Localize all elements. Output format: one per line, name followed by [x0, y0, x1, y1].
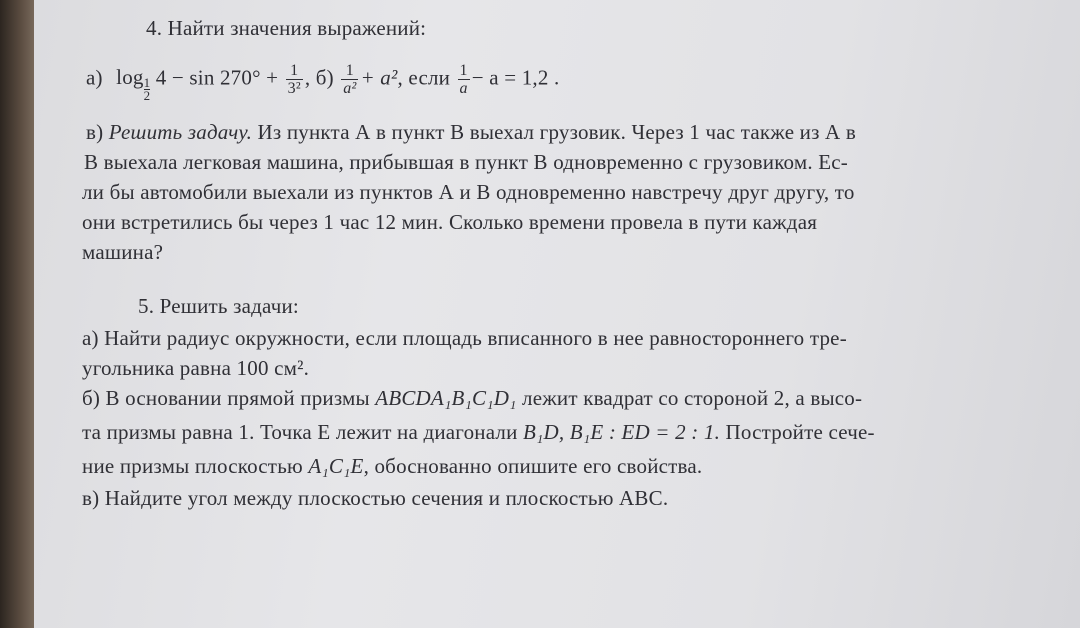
task5-b-line2 [82, 420, 875, 445]
task4-a-line [86, 62, 559, 102]
task5-b-formula: B₁D, B₁E : ED = 2 : 1. [523, 420, 721, 444]
task5-a-line2: угольника равна 100 см². [82, 356, 310, 380]
task4-v-line5: машина? [82, 240, 164, 264]
task4-v-line2: В выехала легковая машина, прибывшая в пункт В одновременно с грузовиком. Ес- [84, 150, 848, 174]
task4-a-rest: 4 − sin 270° + [155, 65, 279, 90]
task4-v-line4: они встретились бы через 1 час 12 мин. Сколько времени провела в пути каждая [82, 210, 818, 234]
task4-cond-rest: − a = 1,2 . [471, 65, 560, 90]
task5-b-plane: A₁C₁E [308, 454, 364, 478]
task4-v-line3: ли бы автомобили выехали из пунктов А и В одновременно навстречу друг другу, то [82, 180, 855, 204]
task5-b-prism: ABCDA₁B₁C₁D₁ [375, 386, 517, 410]
task4-b-fraction: $\frac{1}{\text{a²}}$ [343, 62, 357, 97]
task4-a-fraction: $\frac{1}{\text{3²}}$ [287, 62, 301, 97]
task4-v-label: в) [86, 120, 104, 144]
task4-v-text1: Из пункта А в пункт В выехал грузовик. Через 1 час также из А в [252, 120, 856, 144]
task5-b-text1: б) В основании прямой призмы [82, 386, 370, 410]
task4-a-log-base: $\frac{1}{2}$ [143, 75, 151, 104]
background-shadow [0, 0, 34, 628]
task4-v-line1 [86, 120, 856, 145]
task5-b-line3 [82, 454, 702, 479]
task4-cond-fraction: $\frac{1}{a}$ [459, 62, 468, 97]
task5-b-text3: ние призмы плоскостью [82, 454, 303, 478]
task4-title: 4. Найти значения выражений: [146, 16, 427, 40]
task5-b-text2: та призмы равна 1. Точка Е лежит на диагонали [82, 420, 518, 444]
task5-v-line: в) Найдите угол между плоскостью сечения и плоскостью АВС. [82, 486, 669, 510]
paper-sheet [34, 0, 1080, 628]
task5-b-line1 [82, 386, 862, 411]
task4-v-italic: Решить задачу. [108, 120, 253, 144]
task4-a-log: log [116, 65, 144, 90]
task5-b-text1-post: лежит квадрат со стороной 2, а высо- [522, 386, 863, 410]
task4-b-plus: + a² [360, 65, 398, 90]
task5-b-text3-post: , обоснованно опишите его свойства. [363, 454, 703, 478]
task4-b-label: , б) [304, 65, 334, 90]
task5-a-line1: а) Найти радиус окружности, если площадь вписанного в нее равностороннего тре- [82, 326, 847, 350]
task4-a-label: а) [86, 65, 103, 90]
task5-b-text2-post: Постройте сече- [725, 420, 875, 444]
task4-cond-text: , если [397, 65, 451, 90]
task5-title: 5. Решить задачи: [138, 294, 299, 318]
